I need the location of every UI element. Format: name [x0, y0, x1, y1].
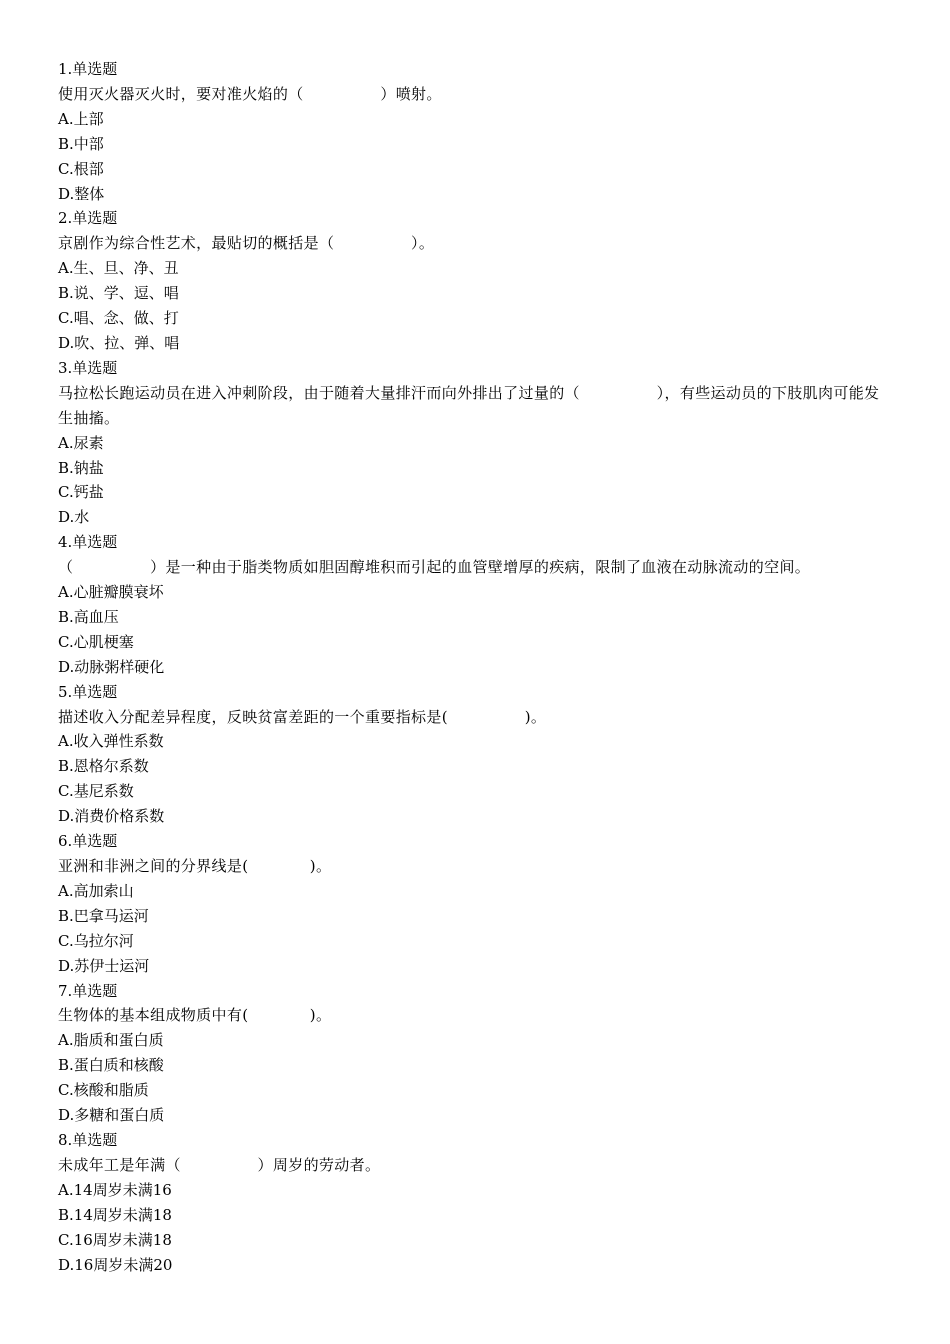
- question-header: 2.单选题: [58, 209, 118, 228]
- question-header: 1.单选题: [58, 60, 118, 78]
- question-header: 6.单选题: [58, 832, 118, 851]
- question-1: [58, 57, 888, 206]
- option-d: D.整体: [58, 184, 105, 203]
- option-b: B.巴拿马运河: [58, 906, 149, 925]
- option-a: A.收入弹性系数: [58, 732, 164, 751]
- question-stem: 生物体的基本组成物质中有( )。: [58, 1006, 332, 1025]
- option-a: A.脂质和蛋白质: [58, 1031, 164, 1050]
- option-b: B.高血压: [58, 607, 119, 626]
- option-c: C.核酸和脂质: [58, 1081, 149, 1100]
- option-c: C.乌拉尔河: [58, 931, 134, 950]
- option-a: A.尿素: [58, 433, 104, 452]
- option-b: B.说、学、逗、唱: [58, 284, 179, 303]
- option-d: D.16周岁未满20: [58, 1255, 173, 1274]
- option-b: B.钠盐: [58, 458, 104, 477]
- question-document: [58, 57, 888, 1277]
- option-c: C.心肌梗塞: [58, 632, 134, 651]
- question-stem: 使用灭火器灭火时，要对准火焰的（ ）喷射。: [58, 84, 442, 103]
- option-d: D.水: [58, 508, 90, 527]
- question-6: [58, 829, 888, 978]
- question-stem: （ ）是一种由于脂类物质如胆固醇堆积而引起的血管壁增厚的疾病，限制了血液在动脉流动的空间。: [58, 558, 811, 577]
- option-d: D.苏伊士运河: [58, 956, 150, 975]
- question-stem: 描述收入分配差异程度，反映贫富差距的一个重要指标是( )。: [58, 707, 547, 726]
- option-b: B.中部: [58, 134, 104, 153]
- option-d: D.吹、拉、弹、唱: [58, 333, 180, 352]
- question-4: [58, 530, 888, 679]
- question-stem: 京剧作为综合性艺术，最贴切的概括是（ ）。: [58, 234, 435, 253]
- question-header: 5.单选题: [58, 682, 118, 701]
- option-b: B.14周岁未满18: [58, 1205, 172, 1224]
- question-stem: 未成年工是年满（ ）周岁的劳动者。: [58, 1155, 381, 1174]
- question-header: 4.单选题: [58, 533, 118, 552]
- question-header: 7.单选题: [58, 981, 118, 1000]
- question-7: [58, 979, 888, 1128]
- question-5: [58, 680, 888, 829]
- option-a: A.高加索山: [58, 881, 134, 900]
- option-c: C.钙盐: [58, 483, 104, 502]
- option-c: C.基尼系数: [58, 782, 134, 801]
- option-b: B.恩格尔系数: [58, 757, 149, 776]
- option-d: D.消费价格系数: [58, 807, 165, 826]
- option-b: B.蛋白质和核酸: [58, 1056, 164, 1075]
- option-a: A.心脏瓣膜衰坏: [58, 583, 164, 602]
- question-stem: 亚洲和非洲之间的分界线是( )。: [58, 857, 332, 875]
- option-c: C.根部: [58, 159, 104, 178]
- option-c: C.16周岁未满18: [58, 1230, 172, 1249]
- question-stem: 马拉松长跑运动员在进入冲刺阶段，由于随着大量排汗而向外排出了过量的（ ），有些运动员的下肢肌肉可能发生抽搐。: [58, 383, 880, 427]
- option-a: A.上部: [58, 109, 104, 128]
- question-header: 8.单选题: [58, 1130, 118, 1149]
- question-header: 3.单选题: [58, 358, 118, 377]
- option-a: A.生、旦、净、丑: [58, 259, 179, 278]
- option-d: D.多糖和蛋白质: [58, 1106, 165, 1125]
- question-2: [58, 206, 888, 355]
- option-c: C.唱、念、做、打: [58, 309, 179, 328]
- option-a: A.14周岁未满16: [58, 1180, 172, 1199]
- question-3: [58, 356, 888, 530]
- option-d: D.动脉粥样硬化: [58, 657, 165, 676]
- question-8: [58, 1128, 888, 1277]
